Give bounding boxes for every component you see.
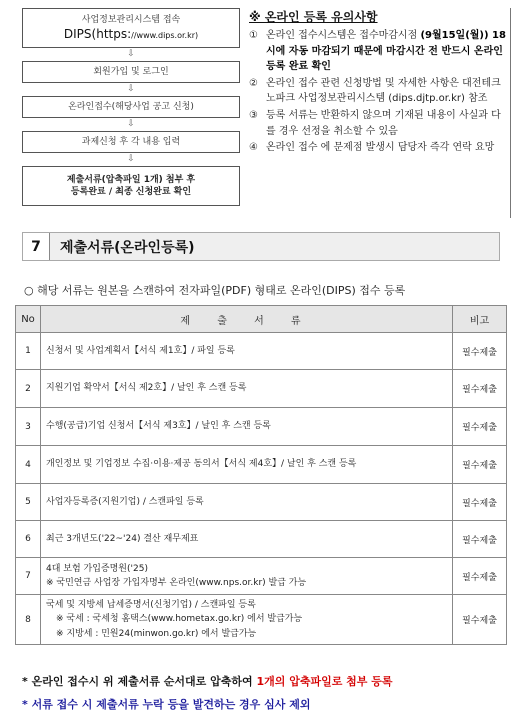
table-row: 5 사업자등록증(지원기업) / 스캔파일 등록 필수제출 [16,484,507,521]
down-arrow-icon: ⇩ [127,49,135,59]
table-row: 1 신청서 및 사업계획서【서식 제1호】/ 파일 등록 필수제출 [16,333,507,370]
intro-text: ○ 해당 서류는 원본을 스캔하여 전자파일(PDF) 형태로 온라인(DIPS) 접수 등록 [24,284,406,297]
header-no: No [16,306,41,333]
flow-step-access-title: 사업정보관리시스템 접속 [81,14,181,25]
flow-step-input: 과제신청 후 각 내용 입력 [22,131,240,153]
application-flow [22,8,240,206]
down-arrow-icon: ⇩ [127,154,135,164]
flow-step-online-apply: 온라인접수(해당사업 공고 신청) [22,96,240,118]
table-row: 7 4대 보험 가입증명원('25) ※ 국민연금 사업장 가입자명부 온라인(www.nps.or.kr) 발급 가능 필수제출 [16,558,507,595]
down-arrow-icon: ⇩ [127,119,135,129]
notice-item: ④ 온라인 접수 에 문제점 발생시 담당자 즉각 연락 요망 [249,142,495,154]
notice-item: ② 온라인 접수 관련 신청방법 및 자세한 사항은 대전테크노파크 사업정보관리시스템 (dips.djtp.or.kr) 참조 [249,77,501,105]
table-row: 4 개인정보 및 기업정보 수집·이용·제공 동의서【서식 제4호】/ 날인 후 스캔 등록 필수제출 [16,446,507,484]
notice-title: ※ 온라인 등록 유의사항 [249,10,378,24]
flow-step-login: 회원가입 및 로그인 [22,61,240,83]
section-number: 7 [23,233,50,260]
section-header [22,232,500,261]
header-note: 비고 [453,306,507,333]
online-registration-notice [249,8,511,218]
section-title: 제출서류(온라인등록) [60,239,195,256]
flow-step-access-url: DIPS(https://www.dips.or.kr) [63,26,199,41]
table-row: 2 지원기업 확약서【서식 제2호】/ 날인 후 스캔 등록 필수제출 [16,370,507,408]
notice-item: ③ 등록 서류는 반환하지 않으며 기재된 내용이 사실과 다를 경우 선정을 취소할 수 있음 [249,109,501,137]
flow-step-access [22,8,240,48]
down-arrow-icon: ⇩ [127,84,135,94]
table-row: 8 국세 및 지방세 납세증명서(신청기업) / 스캔파일 등록 ※ 국세 : 국세청 홈택스(www.hometax.go.kr) 에서 발급가능 ※ 지방세 : 민원24(minwon.go.kr) 에서 발급가능 필수제출 [16,595,507,645]
header-documents: 제 출 서 류 [41,306,453,333]
documents-table [15,305,507,645]
notice-item: ① 온라인 접수시스템은 접수마감시점 (9월15일(월)) 18시에 자동 마감되기 때문에 마감시간 전 반드시 온라인 등록 완료 확인 [249,30,506,73]
flow-step-submit: 제출서류(압축파일 1개) 첨부 후 등록완료 / 최종 신청완료 확인 [22,166,240,206]
table-row: 3 수행(공급)기업 신청서【서식 제3호】/ 날인 후 스캔 등록 필수제출 [16,408,507,446]
table-row: 6 최근 3개년도('22~'24) 결산 재무제표 필수제출 [16,521,507,558]
footnote-compress: * 온라인 접수시 위 제출서류 순서대로 압축하여 1개의 압축파일로 첨부 등록 [22,675,393,688]
footnote-missing-docs: * 서류 접수 시 제출서류 누락 등을 발견하는 경우 심사 제외 [22,698,311,711]
table-header-row [16,306,507,333]
